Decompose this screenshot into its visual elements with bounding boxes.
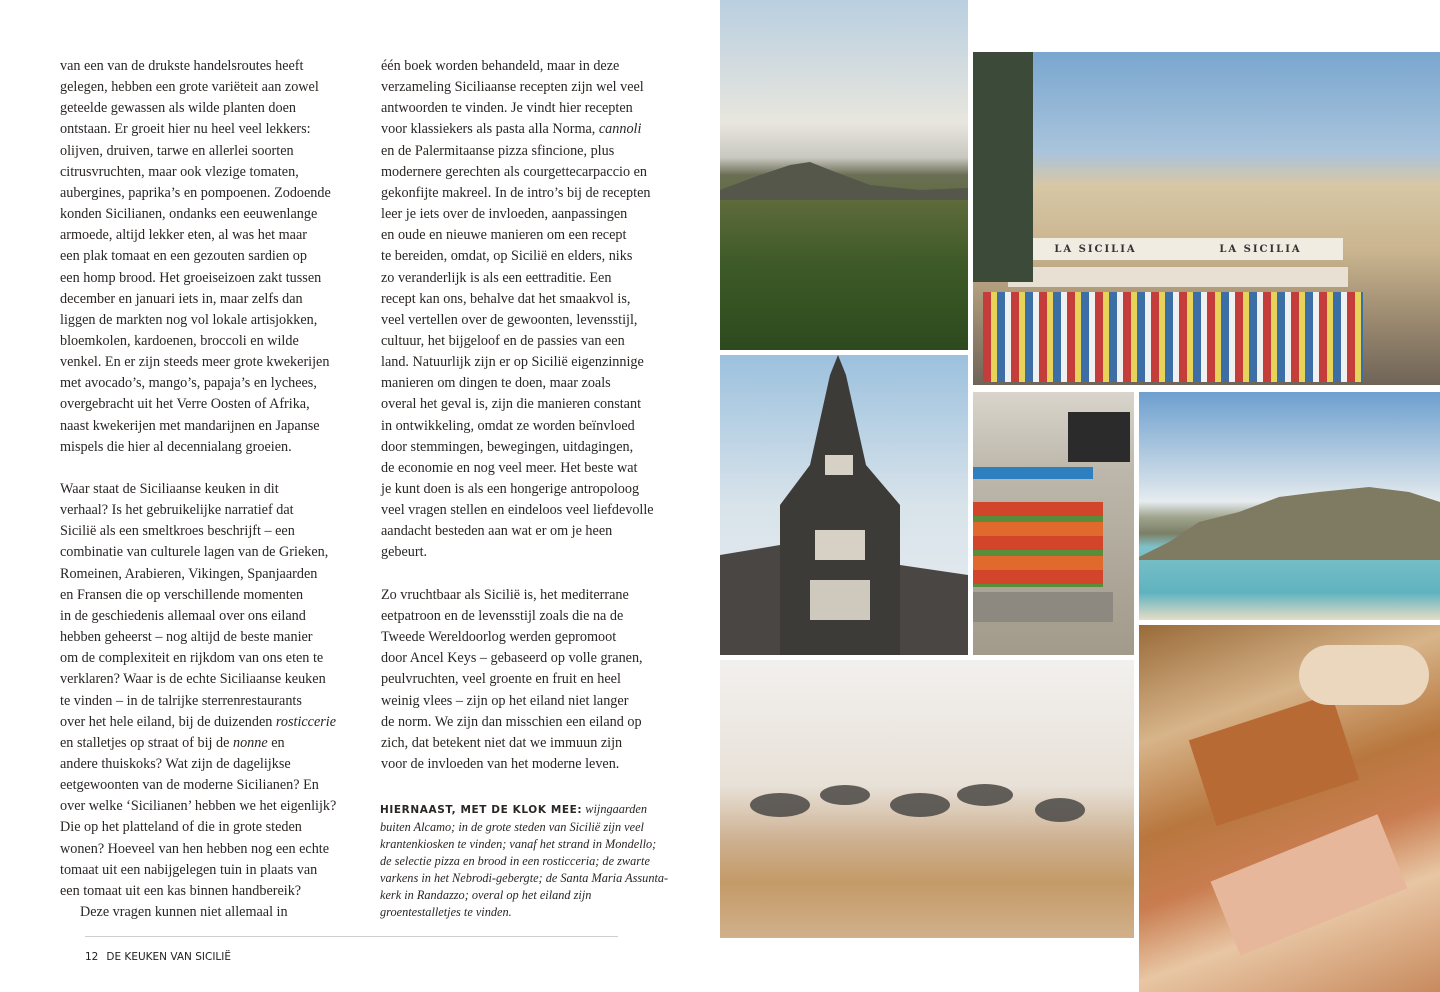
text-segment: om de complexiteit en rijkdom van ons eten te <box>60 650 324 667</box>
text-line <box>60 691 302 711</box>
text-line <box>381 289 630 309</box>
text-line <box>381 669 621 689</box>
text-segment: één boek worden behandeld, maar in deze <box>381 58 620 74</box>
text-line <box>60 712 336 732</box>
text-segment: naast kwekerijen met mandarijnen en Japanse <box>60 417 320 434</box>
text-line <box>60 754 291 774</box>
book-title: DE KEUKEN VAN SICILIË <box>106 951 232 963</box>
text-segment: veel vertellen over de gewoonten, levensstijl, <box>381 311 638 328</box>
text-line <box>381 458 637 478</box>
text-segment: antwoorden te vinden. Je vindt hier recepten <box>381 100 633 117</box>
text-segment: door stemmingen, bewegingen, uitdagingen, <box>381 438 634 455</box>
text-line <box>60 648 323 668</box>
text-line <box>381 627 616 647</box>
text-segment: december en januari iets in, maar zelfs dan <box>60 290 303 307</box>
text-segment: verklaren? Waar is de echte Siciliaanse keuken <box>60 671 326 688</box>
text-segment: aubergines, paprika’s en pompoenen. Zodoende <box>60 184 331 201</box>
text-segment: gekonfijte makreel. In de intro’s bij de recepten <box>381 184 651 201</box>
text-segment: cultuur, het bijgeloof en de passies van een <box>381 332 625 349</box>
text-segment: ontstaan. Er groeit hier nu heel veel lekkers: <box>60 121 311 138</box>
text-line <box>60 225 307 245</box>
photo-caption <box>380 801 670 921</box>
text-line <box>60 881 301 901</box>
text-segment: en Fransen die op verschillende momenten <box>60 586 304 603</box>
text-line <box>60 437 292 457</box>
text-line <box>381 268 611 288</box>
text-line <box>80 902 288 922</box>
text-line <box>60 606 306 626</box>
text-line <box>381 373 611 393</box>
text-line <box>381 606 623 626</box>
text-line <box>60 839 329 859</box>
text-segment: Romeinen, Arabieren, Vikingen, Spanjaarden <box>60 565 318 582</box>
text-line <box>60 56 303 76</box>
text-segment: een plak tomaat en een gezouten sardien op <box>60 248 307 265</box>
text-line <box>60 542 328 562</box>
text-line <box>381 712 642 732</box>
text-segment: eetpatroon en de levensstijl zoals die na de <box>381 607 624 624</box>
text-segment: door Ancel Keys – gebaseerd op volle granen, <box>381 650 643 667</box>
text-line <box>60 775 319 795</box>
text-segment: overal het geval is, zijn die manieren constant <box>381 396 642 413</box>
text-line <box>60 289 303 309</box>
text-line <box>381 204 627 224</box>
text-line <box>60 98 296 118</box>
text-line <box>60 500 294 520</box>
text-segment: wonen? Hoeveel van hen hebben nog een echte <box>60 840 330 857</box>
text-segment: Tweede Wereldoorlog werden gepromoot <box>381 629 617 646</box>
text-line <box>381 394 641 414</box>
text-line <box>381 733 622 753</box>
text-line <box>381 119 641 139</box>
mountain-silhouette <box>720 0 968 350</box>
text-segment: peulvruchten, veel groente en fruit en heel <box>381 671 621 688</box>
text-segment: overgebracht uit het Verre Oosten of Afrika, <box>60 396 310 413</box>
caption-text: wijngaarden buiten Alcamo; in de grote steden van Sicilië zijn veel krantenkiosken te vinden; vanaf het strand in Mondello; de selectie pizza en brood in een rosticceria; de zwarte varkens in het Nebrodi-gebergte; de Santa Maria Assunta-kerk in Randazzo; overal op het eiland zijn groentestalletjes te vinden. <box>380 802 669 919</box>
text-line <box>381 691 628 711</box>
text-segment: te bereiden, omdat, op Sicilië en elders, niks <box>381 248 633 265</box>
text-line <box>60 119 311 139</box>
text-line <box>60 310 317 330</box>
italic-text: rosticcerie <box>275 713 337 730</box>
text-line <box>60 479 279 499</box>
text-line <box>381 500 654 520</box>
text-segment: met avocado’s, mango’s, papaja’s en lychees, <box>60 375 317 392</box>
photo-vineyard <box>720 0 968 350</box>
text-segment: zich, dat betekent niet dat we immuun zijn <box>381 734 623 751</box>
page-footer <box>85 951 239 963</box>
text-segment: veel vragen stellen en eindeloos veel liefdevolle <box>381 502 654 519</box>
text-line <box>60 394 310 414</box>
photo-pizza-rosticceria <box>1139 625 1440 992</box>
text-segment: mispels die hier al decennialang groeien. <box>60 438 292 455</box>
text-segment: gelegen, hebben een grote variëteit aan zowel <box>60 79 319 96</box>
text-line <box>60 585 303 605</box>
text-segment: de economie en nog veel meer. Het beste wat <box>381 459 638 476</box>
text-line <box>381 141 614 161</box>
text-segment: land. Natuurlijk zijn er op Sicilië eigenzinnige <box>381 354 644 371</box>
text-line <box>60 373 317 393</box>
text-segment: venkel. En er zijn steeds meer grote kwekerijen <box>60 354 330 371</box>
photo-mondello-beach <box>1139 392 1440 620</box>
text-segment: geteelde gewassen als wilde planten doen <box>60 100 296 117</box>
text-segment: modernere gerechten als courgettecarpaccio en <box>381 163 647 180</box>
church-tower <box>720 355 968 655</box>
text-segment: recept kan ons, behalve dat het smaakvol is, <box>381 290 631 307</box>
text-segment: gebeurt. <box>381 544 428 561</box>
text-segment: eetgewoonten van de moderne Sicilianen? En <box>60 777 319 794</box>
text-line <box>60 669 326 689</box>
text-segment: Sicilië als een smeltkroes beschrijft – een <box>60 523 295 540</box>
text-segment: verhaal? Is het gebruikelijke narratief dat <box>60 502 294 519</box>
text-line <box>381 521 612 541</box>
text-line <box>60 416 320 436</box>
text-line <box>381 225 626 245</box>
kiosk-roof: LA SICILIA LA SICILIA <box>1013 238 1343 260</box>
photo-newspaper-kiosk <box>973 52 1440 385</box>
text-line <box>381 352 644 372</box>
text-line <box>60 183 331 203</box>
photo-vegetable-stall <box>973 392 1134 655</box>
text-segment: verzameling Siciliaanse recepten zijn wel veel <box>381 79 644 96</box>
text-line <box>60 817 302 837</box>
text-line <box>381 77 644 97</box>
text-line <box>60 246 307 266</box>
text-segment: en <box>267 734 285 751</box>
text-segment: Waar staat de Siciliaanse keuken in dit <box>60 481 279 497</box>
page-number: 12 <box>85 951 99 963</box>
text-line <box>381 246 632 266</box>
text-segment: zo veranderlijk is als een eettraditie. Een <box>381 269 612 286</box>
text-line <box>381 585 629 605</box>
text-line <box>60 733 285 753</box>
mountain-silhouette <box>1139 392 1440 620</box>
text-line <box>60 352 329 372</box>
text-line <box>381 331 625 351</box>
text-segment: van een van de drukste handelsroutes heeft <box>60 58 304 74</box>
text-line <box>60 204 317 224</box>
text-segment: hebben geheerst – nog altijd de beste manier <box>60 629 313 646</box>
text-line <box>60 627 313 647</box>
pigs-silhouettes <box>720 660 1134 938</box>
text-line <box>60 331 299 351</box>
text-segment: Die op het platteland of die in grote steden <box>60 819 302 836</box>
text-line <box>60 141 294 161</box>
text-segment: liggen de markten nog vol lokale artisjokken, <box>60 311 318 328</box>
text-segment: bloemkolen, kardoenen, broccoli en wilde <box>60 332 299 349</box>
text-segment: en oude en nieuwe manieren om een recept <box>381 227 627 244</box>
text-segment: aandacht besteden aan wat er om je heen <box>381 523 613 540</box>
text-segment: voor klassiekers als pasta alla Norma, <box>381 121 599 138</box>
text-segment: een homp brood. Het groeiseizoen zakt tussen <box>60 269 322 286</box>
text-segment: manieren om dingen te doen, maar zoals <box>381 375 611 392</box>
italic-text: cannoli <box>598 121 642 138</box>
text-line <box>60 796 336 816</box>
text-segment: konden Sicilianen, ondanks een eeuwenlange <box>60 206 318 223</box>
text-segment: weinig vlees – zijn op het eiland niet langer <box>381 692 629 709</box>
text-line <box>60 860 317 880</box>
text-line <box>381 754 619 774</box>
text-line <box>381 437 633 457</box>
text-segment: een tomaat uit een kas binnen handbereik? <box>60 882 302 899</box>
text-line <box>381 542 427 562</box>
text-segment: combinatie van culturele lagen van de Grieken, <box>60 544 329 561</box>
text-segment: citrusvruchten, maar ook vlezige tomaten, <box>60 163 299 180</box>
text-segment: voor de invloeden van het moderne leven. <box>381 755 620 772</box>
text-segment: over het hele eiland, bij de duizenden <box>60 713 276 730</box>
text-line <box>381 56 619 76</box>
photo-church <box>720 355 968 655</box>
text-segment: andere thuiskoks? Wat zijn de dagelijkse <box>60 755 291 772</box>
footer-rule <box>85 936 618 937</box>
text-segment: in ontwikkeling, omdat ze worden beïnvloed <box>381 417 635 434</box>
text-segment: over welke ‘Sicilianen’ hebben we het eigenlijk? <box>60 798 337 815</box>
text-segment: Zo vruchtbaar als Sicilië is, het mediterrane <box>381 586 629 603</box>
text-segment: leer je iets over de invloeden, aanpassingen <box>381 206 628 223</box>
text-line <box>381 183 650 203</box>
text-segment: de norm. We zijn dan misschien een eiland op <box>381 713 642 730</box>
text-segment: tomaat uit een nabijgelegen tuin in plaats van <box>60 861 318 878</box>
text-line <box>60 77 319 97</box>
text-segment: Deze vragen kunnen niet allemaal in <box>80 904 288 920</box>
text-segment: olijven, druiven, tarwe en allerlei soorten <box>60 142 294 159</box>
text-segment: in de geschiedenis allemaal over ons eiland <box>60 607 306 624</box>
text-line <box>381 648 643 668</box>
text-line <box>381 310 637 330</box>
text-segment: en de Palermitaanse pizza sfincione, plus <box>381 142 615 159</box>
text-segment: en stalletjes op straat of bij de <box>60 734 233 751</box>
text-line <box>60 521 295 541</box>
text-segment: te vinden – in de talrijke sterrenrestaurants <box>60 692 302 709</box>
text-line <box>381 416 635 436</box>
text-segment: armoede, altijd lekker eten, al was het maar <box>60 227 307 244</box>
text-line <box>381 162 647 182</box>
photo-black-pigs <box>720 660 1134 938</box>
text-line <box>60 162 299 182</box>
caption-label: HIERNAAST, MET DE KLOK MEE: <box>380 804 583 816</box>
text-line <box>60 564 317 584</box>
text-line <box>381 479 639 499</box>
italic-text: nonne <box>232 734 268 751</box>
text-line <box>60 268 321 288</box>
text-segment: je kunt doen is als een hongerige antropoloog <box>381 481 640 497</box>
text-line <box>381 98 633 118</box>
